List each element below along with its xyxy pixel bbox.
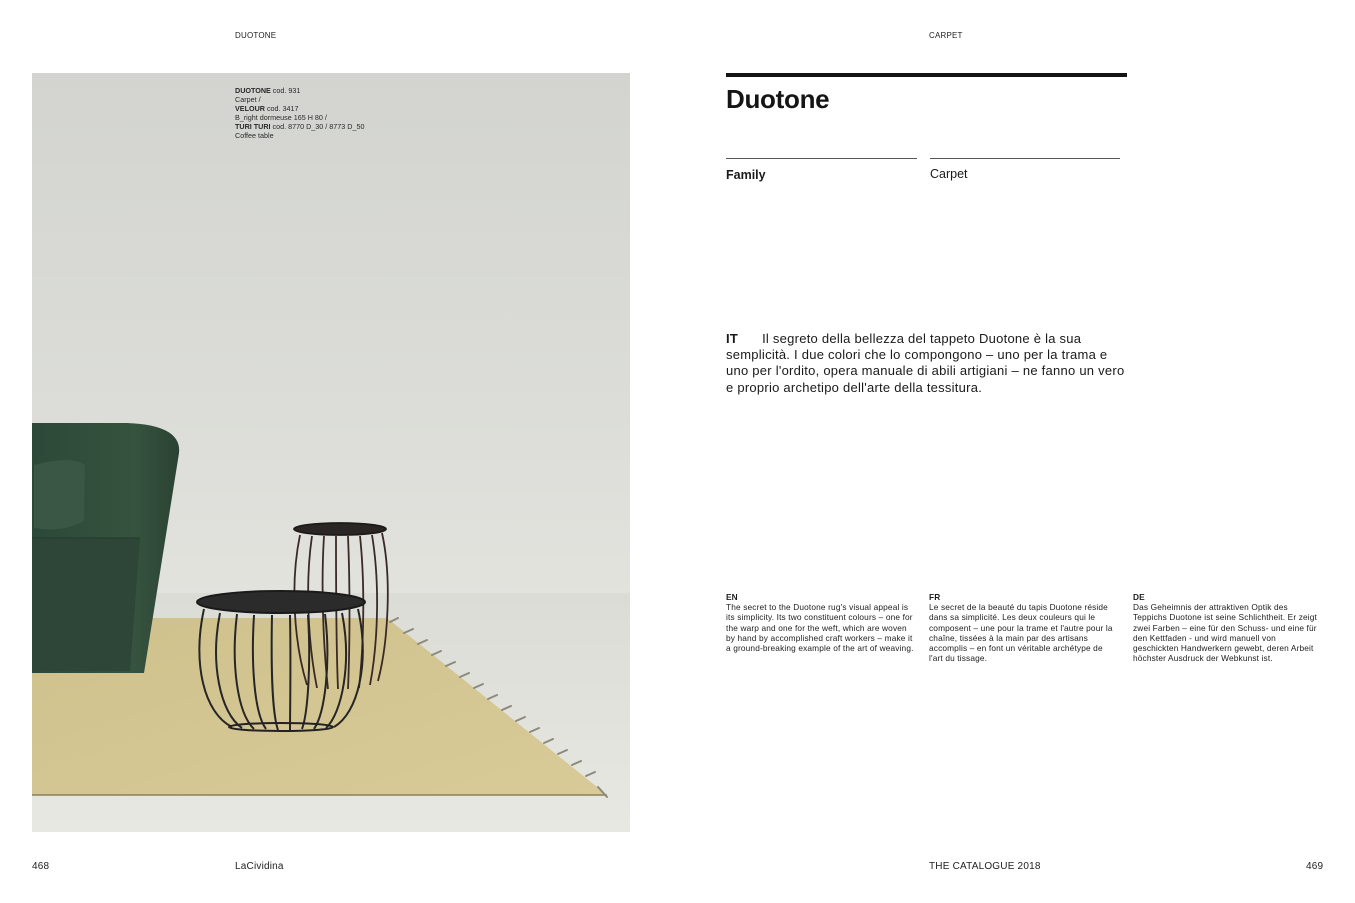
description-de (1133, 592, 1323, 663)
description-it-text: Il segreto della bellezza del tappeto Duotone è la sua semplicità. I due colori che lo compongono – uno per la trama e uno per l'ordito, opera manuale di abili artigiani – ne fanno un vero e proprio archetipo dell'arte della tessitura. (726, 331, 1125, 395)
caption-line: B_right dormeuse 165 H 80 / (235, 113, 327, 123)
divider (930, 158, 1120, 159)
brand-name: LaCividina (235, 861, 284, 872)
family-value: Carpet (930, 167, 968, 181)
right-page-number: 469 (1306, 861, 1324, 872)
language-code-en: EN (726, 592, 738, 602)
caption-product-code: cod. 8770 D_30 / 8773 D_50 (270, 122, 365, 132)
room-scene-illustration (32, 73, 630, 832)
family-label: Family (726, 168, 766, 182)
product-photo (32, 73, 630, 832)
caption-line: Carpet / (235, 95, 261, 105)
caption-product-code: cod. 931 (270, 86, 301, 95)
description-it (726, 331, 1126, 396)
language-code-fr: FR (929, 592, 941, 602)
left-running-title: DUOTONE (235, 31, 277, 40)
left-page-number: 468 (32, 861, 50, 872)
photo-caption (235, 86, 364, 141)
language-code-de: DE (1133, 592, 1145, 602)
catalogue-title: THE CATALOGUE 2018 (929, 861, 1041, 872)
caption-line: Coffee table (235, 131, 274, 141)
language-code-it: IT (726, 331, 739, 346)
title-rule (726, 73, 1127, 77)
description-de-text: Das Geheimnis der attraktiven Optik des Teppichs Duotone ist seine Schlichtheit. Er zeigt zwei Farben – eine für den Schuss- und eine für den Kettfaden - und wird manuell von geschickten Handwerkern gewebt, deren Arbeit höchster Ausdruck der Webkunst ist. (1133, 602, 1317, 664)
description-en (726, 592, 916, 653)
page-title: Duotone (726, 84, 830, 114)
description-fr-text: Le secret de la beauté du tapis Duotone réside dans sa simplicité. Les deux couleurs qui le composent – une pour la trame et l'autre pour la chaîne, tissées à la main par des artisans accomplis – en font un véritable archétype de l'art du tissage. (929, 602, 1113, 664)
divider (726, 158, 917, 159)
caption-product-name: DUOTONE (235, 86, 271, 95)
description-fr (929, 592, 1119, 663)
caption-product-name: VELOUR (235, 104, 265, 114)
right-running-title: CARPET (929, 31, 963, 40)
caption-product-code: cod. 3417 (264, 104, 299, 114)
description-en-text: The secret to the Duotone rug's visual appeal is its simplicity. Its two constituent colours – one for the warp and one for the weft, which are woven by hand by accomplished craft workers – make it a ground-breaking example of the art of weaving. (726, 602, 914, 654)
caption-product-name: TURI TURI (235, 122, 271, 132)
